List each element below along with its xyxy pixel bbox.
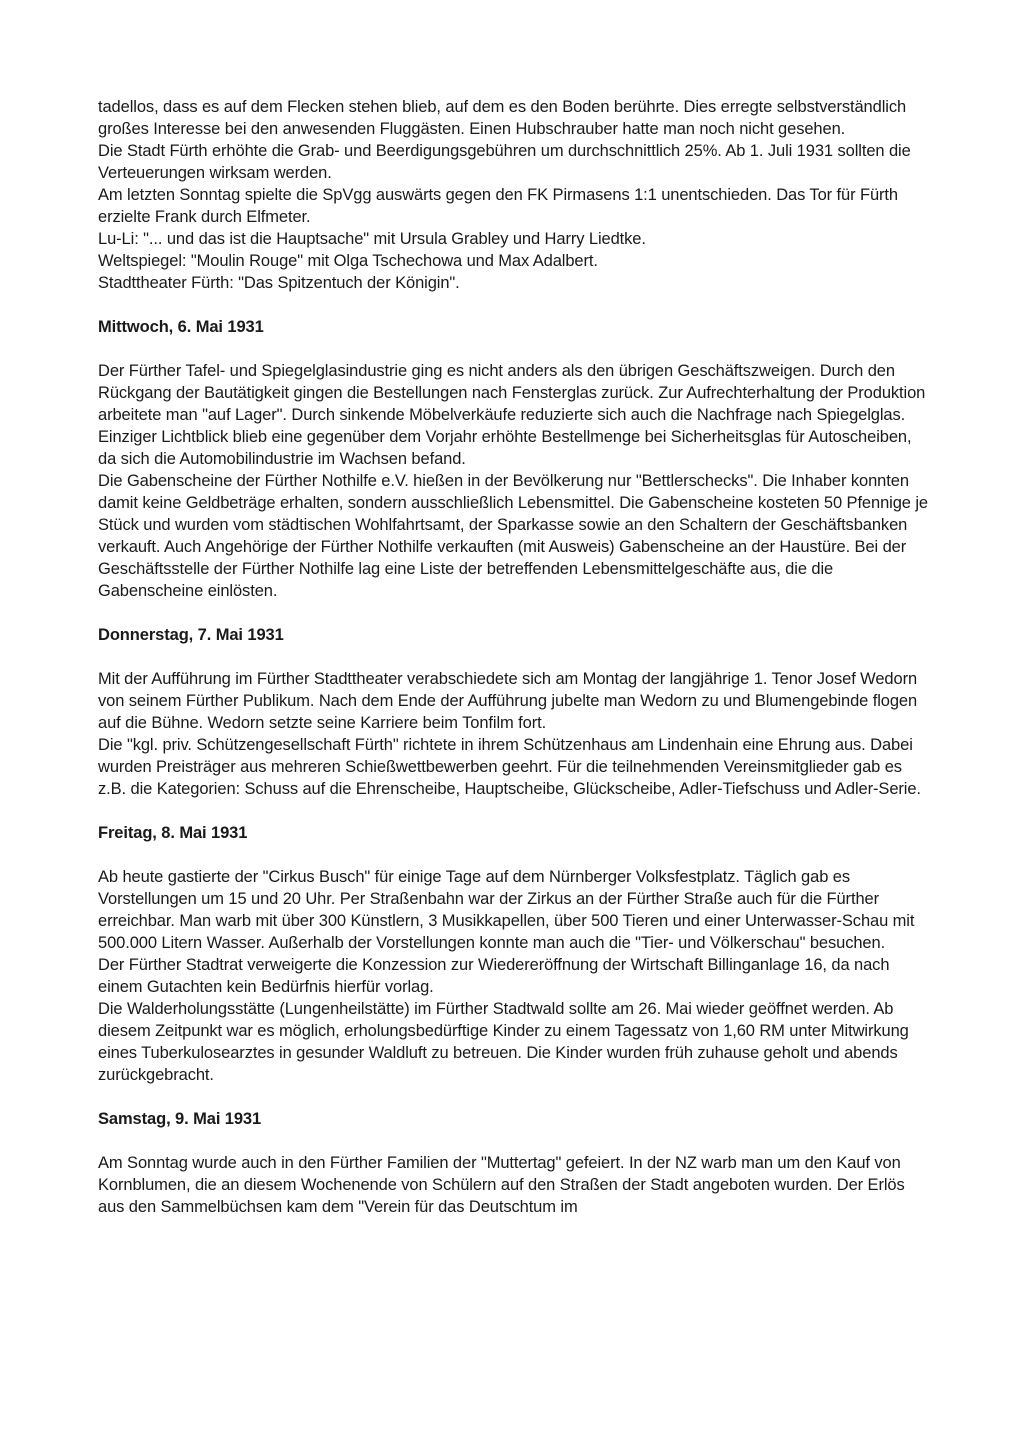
- section-heading: Samstag, 9. Mai 1931: [98, 1110, 262, 1128]
- section-freitag: [98, 822, 933, 1086]
- document-page: [98, 96, 933, 1218]
- section-mittwoch: [98, 316, 933, 602]
- section-paragraph: Der Fürther Stadtrat verweigerte die Konzession zur Wiedereröffnung der Wirtschaft Billinganlage 16, da nach einem Gutachten kein Bedürfnis hierfür vorlag.: [98, 956, 890, 996]
- section-paragraph: Am Sonntag wurde auch in den Fürther Familien der "Muttertag" gefeiert. In der NZ warb man um den Kauf von Kornblumen, die an diesem Wochenende von Schülern auf den Straßen der Stadt angeboten wurden. Der Erlös aus den Sammelbüchsen kam dem "Verein für das Deutschtum im: [98, 1154, 905, 1216]
- intro-paragraph: Weltspiegel: "Moulin Rouge" mit Olga Tschechowa und Max Adalbert.: [98, 252, 598, 270]
- intro-paragraph: Am letzten Sonntag spielte die SpVgg auswärts gegen den FK Pirmasens 1:1 unentschieden. Das Tor für Fürth erzielte Frank durch Elfmeter.: [98, 186, 898, 226]
- section-heading: Freitag, 8. Mai 1931: [98, 824, 248, 842]
- section-paragraph: Die Walderholungsstätte (Lungenheilstätte) im Fürther Stadtwald sollte am 26. Mai wieder geöffnet werden. Ab diesem Zeitpunkt war es möglich, erholungsbedürftige Kinder zu einem Tagessatz von 1,60 RM unter Mitwirkung eines Tuberkulosearztes in gesunder Waldluft zu betreuen. Die Kinder wurden früh zuhause geholt und abends zurückgebracht.: [98, 1000, 909, 1084]
- intro-paragraph: Stadttheater Fürth: "Das Spitzentuch der Königin".: [98, 274, 460, 292]
- section-samstag: [98, 1108, 933, 1218]
- section-heading: Mittwoch, 6. Mai 1931: [98, 318, 264, 336]
- section-paragraph: Mit der Aufführung im Fürther Stadttheater verabschiedete sich am Montag der langjährige 1. Tenor Josef Wedorn von seinem Fürther Publikum. Nach dem Ende der Aufführung jubelte man Wedorn zu und Blumengebinde flogen auf die Bühne. Wedorn setzte seine Karriere beim Tonfilm fort.: [98, 670, 918, 732]
- section-heading: Donnerstag, 7. Mai 1931: [98, 626, 284, 644]
- intro-block: [98, 96, 933, 294]
- section-paragraph: Der Fürther Tafel- und Spiegelglasindustrie ging es nicht anders als den übrigen Geschäftszweigen. Durch den Rückgang der Bautätigkeit gingen die Bestellungen nach Fensterglas zurück. Zur Aufrechterhaltung der Produktion arbeitete man "auf Lager". Durch sinkende Möbelverkäufe reduzierte sich auch die Nachfrage nach Spiegelglas. Einziger Lichtblick blieb eine gegenüber dem Vorjahr erhöhte Bestellmenge bei Sicherheitsglas für Autoscheiben, da sich die Automobilindustrie im Wachsen befand.: [98, 362, 926, 468]
- section-paragraph: Die "kgl. priv. Schützengesellschaft Fürth" richtete in ihrem Schützenhaus am Lindenhain eine Ehrung aus. Dabei wurden Preisträger aus mehreren Schießwettbewerben geehrt. Für die teilnehmenden Vereinsmitglieder gab es z.B. die Kategorien: Schuss auf die Ehrenscheibe, Hauptscheibe, Glückscheibe, Adler-Tiefschuss und Adler-Serie.: [98, 736, 921, 798]
- section-donnerstag: [98, 624, 933, 800]
- section-paragraph: Die Gabenscheine der Fürther Nothilfe e.V. hießen in der Bevölkerung nur "Bettlerschecks". Die Inhaber konnten damit keine Geldbeträge erhalten, sondern ausschließlich Lebensmittel. Die Gabenscheine kosteten 50 Pfennige je Stück und wurden vom städtischen Wohlfahrtsamt, der Sparkasse sowie an den Schaltern der Geschäftsbanken verkauft. Auch Angehörige der Fürther Nothilfe verkauften (mit Ausweis) Gabenscheine an der Haustüre. Bei der Geschäftsstelle der Fürther Nothilfe lag eine Liste der betreffenden Lebensmittelgeschäfte aus, die die Gabenscheine einlösten.: [98, 472, 928, 600]
- intro-paragraph: Die Stadt Fürth erhöhte die Grab- und Beerdigungsgebühren um durchschnittlich 25%. Ab 1. Juli 1931 sollten die Verteuerungen wirksam werden.: [98, 142, 911, 182]
- section-paragraph: Ab heute gastierte der "Cirkus Busch" für einige Tage auf dem Nürnberger Volksfestplatz. Täglich gab es Vorstellungen um 15 und 20 Uhr. Per Straßenbahn war der Zirkus an der Fürther Straße auch für die Fürther erreichbar. Man warb mit über 300 Künstlern, 3 Musikkapellen, über 500 Tieren und einer Unterwasser-Schau mit 500.000 Litern Wasser. Außerhalb der Vorstellungen konnte man auch die "Tier- und Völkerschau" besuchen.: [98, 868, 915, 952]
- intro-paragraph: Lu-Li: "... und das ist die Hauptsache" mit Ursula Grabley und Harry Liedtke.: [98, 230, 646, 248]
- intro-paragraph: tadellos, dass es auf dem Flecken stehen blieb, auf dem es den Boden berührte. Dies erregte selbstverständlich großes Interesse bei den anwesenden Fluggästen. Einen Hubschrauber hatte man noch nicht gesehen.: [98, 98, 907, 138]
